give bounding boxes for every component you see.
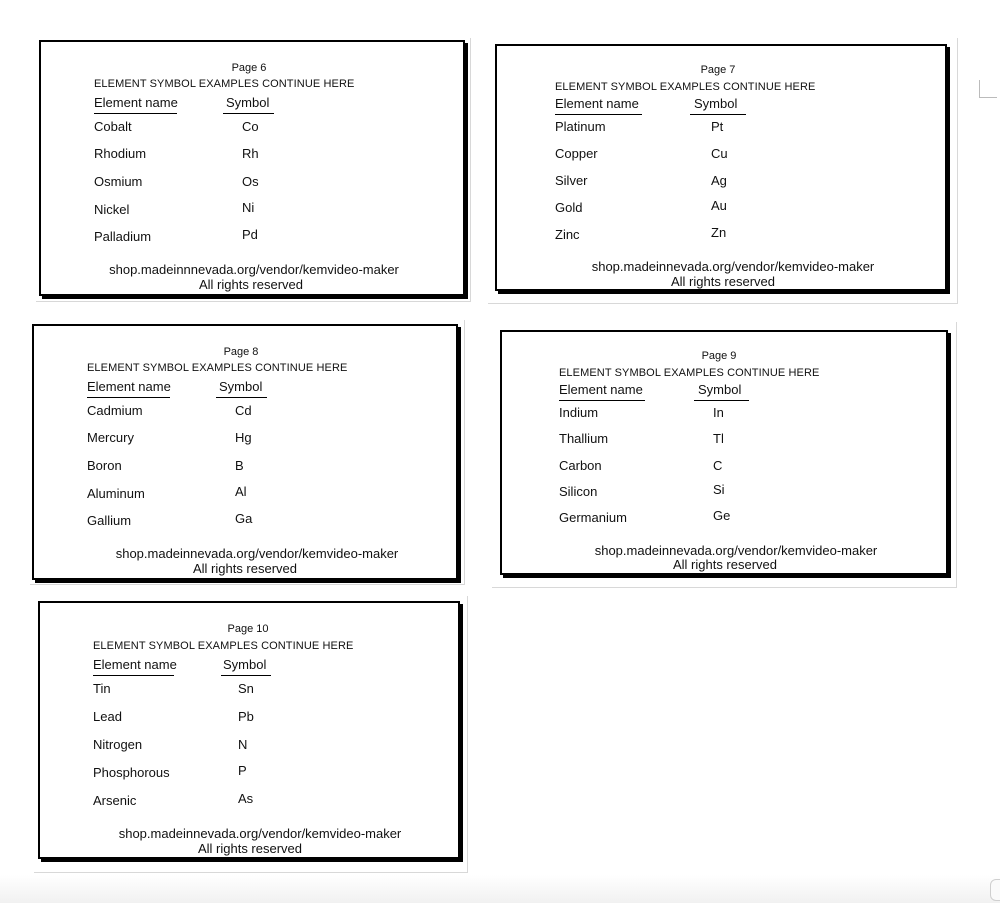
element-symbol: Sn xyxy=(238,681,254,696)
column-header-symbol: Symbol xyxy=(226,95,270,110)
scroll-handle[interactable] xyxy=(990,879,1000,901)
column-header-element-name: Element name xyxy=(559,382,643,397)
footer-url: shop.madeinnevada.org/vendor/kemvideo-maker xyxy=(118,826,402,841)
element-name: Osmium xyxy=(94,174,143,189)
element-name: Indium xyxy=(559,405,599,420)
card-heading: ELEMENT SYMBOL EXAMPLES CONTINUE HERE xyxy=(559,367,820,379)
element-symbol: Pd xyxy=(242,227,258,242)
element-symbol: Ni xyxy=(242,200,255,215)
footer-rights: All rights reserved xyxy=(197,841,303,856)
element-name: Aluminum xyxy=(87,486,145,501)
element-name: Rhodium xyxy=(94,146,147,161)
element-name: Cobalt xyxy=(94,119,132,134)
card-heading: ELEMENT SYMBOL EXAMPLES CONTINUE HERE xyxy=(94,78,355,90)
element-symbol: Os xyxy=(242,174,259,189)
column-underline xyxy=(690,114,746,115)
column-header-element-name: Element name xyxy=(94,95,178,110)
element-symbol: Cd xyxy=(235,403,252,418)
element-card-page-10 xyxy=(38,601,460,859)
footer-url: shop.madeinnevada.org/vendor/kemvideo-maker xyxy=(115,546,399,561)
element-symbol: Au xyxy=(711,198,727,213)
element-symbol: Ga xyxy=(235,511,253,526)
footer-rights: All rights reserved xyxy=(670,274,776,289)
element-symbol: Ag xyxy=(711,173,727,188)
footer-rights: All rights reserved xyxy=(672,557,778,572)
element-name: Phosphorous xyxy=(93,765,170,780)
element-name: Cadmium xyxy=(87,403,143,418)
column-header-symbol: Symbol xyxy=(694,96,738,111)
element-name: Nickel xyxy=(94,202,130,217)
column-underline xyxy=(216,397,267,398)
element-card-page-6 xyxy=(39,40,465,296)
card-heading: ELEMENT SYMBOL EXAMPLES CONTINUE HERE xyxy=(555,81,816,93)
page-number: Page 8 xyxy=(223,346,259,358)
element-symbol: Al xyxy=(235,484,247,499)
card-heading: ELEMENT SYMBOL EXAMPLES CONTINUE HERE xyxy=(87,362,348,374)
column-underline xyxy=(94,113,177,114)
element-symbol: Tl xyxy=(713,431,724,446)
element-card-page-8 xyxy=(32,324,458,580)
element-symbol: C xyxy=(713,458,723,473)
column-underline xyxy=(93,675,174,676)
page-number: Page 9 xyxy=(701,350,737,362)
element-name: Mercury xyxy=(87,430,134,445)
element-symbol: Rh xyxy=(242,146,259,161)
element-name: Zinc xyxy=(555,227,580,242)
element-name: Tin xyxy=(93,681,111,696)
column-underline xyxy=(87,397,170,398)
element-symbol: N xyxy=(238,737,248,752)
element-symbol: P xyxy=(238,763,247,778)
column-underline xyxy=(221,675,271,676)
element-name: Palladium xyxy=(94,229,152,244)
column-header-symbol: Symbol xyxy=(698,382,742,397)
page-number: Page 10 xyxy=(227,623,269,635)
element-name: Platinum xyxy=(555,119,606,134)
column-underline xyxy=(555,114,642,115)
element-symbol: Ge xyxy=(713,508,731,523)
page-number: Page 6 xyxy=(231,62,267,74)
element-name: Gold xyxy=(555,200,583,215)
column-header-element-name: Element name xyxy=(93,657,177,672)
element-card-page-9 xyxy=(500,330,948,575)
element-name: Copper xyxy=(555,146,598,161)
element-symbol: B xyxy=(235,458,244,473)
column-header-symbol: Symbol xyxy=(223,657,267,672)
element-symbol: As xyxy=(238,791,254,806)
element-symbol: Hg xyxy=(235,430,252,445)
element-name: Nitrogen xyxy=(93,737,143,752)
element-card-page-7 xyxy=(495,44,947,291)
element-name: Arsenic xyxy=(93,793,137,808)
element-symbol: Pb xyxy=(238,709,254,724)
element-name: Thallium xyxy=(559,431,609,446)
element-symbol: Zn xyxy=(711,225,727,240)
element-name: Boron xyxy=(87,458,122,473)
element-name: Gallium xyxy=(87,513,132,528)
column-underline xyxy=(223,113,274,114)
column-header-element-name: Element name xyxy=(87,379,171,394)
element-name: Silicon xyxy=(559,484,598,499)
page-corner-mark xyxy=(979,80,997,98)
footer-url: shop.madeinnevada.org/vendor/kemvideo-maker xyxy=(594,543,878,558)
footer-rights: All rights reserved xyxy=(198,277,304,292)
page-number: Page 7 xyxy=(700,64,736,76)
element-symbol: Si xyxy=(713,482,725,497)
card-heading: ELEMENT SYMBOL EXAMPLES CONTINUE HERE xyxy=(93,640,354,652)
column-underline xyxy=(694,400,749,401)
element-name: Germanium xyxy=(559,510,627,525)
footer-rights: All rights reserved xyxy=(192,561,298,576)
column-underline xyxy=(559,400,645,401)
element-symbol: Co xyxy=(242,119,259,134)
element-name: Carbon xyxy=(559,458,602,473)
viewer-bottom-bar xyxy=(0,875,1000,903)
element-symbol: Pt xyxy=(711,119,724,134)
element-name: Silver xyxy=(555,173,588,188)
column-header-element-name: Element name xyxy=(555,96,639,111)
element-name: Lead xyxy=(93,709,122,724)
element-symbol: Cu xyxy=(711,146,728,161)
column-header-symbol: Symbol xyxy=(219,379,263,394)
footer-url: shop.madeinnnevada.org/vendor/kemvideo-maker xyxy=(109,262,399,277)
footer-url: shop.madeinnevada.org/vendor/kemvideo-maker xyxy=(591,259,875,274)
element-symbol: In xyxy=(713,405,724,420)
